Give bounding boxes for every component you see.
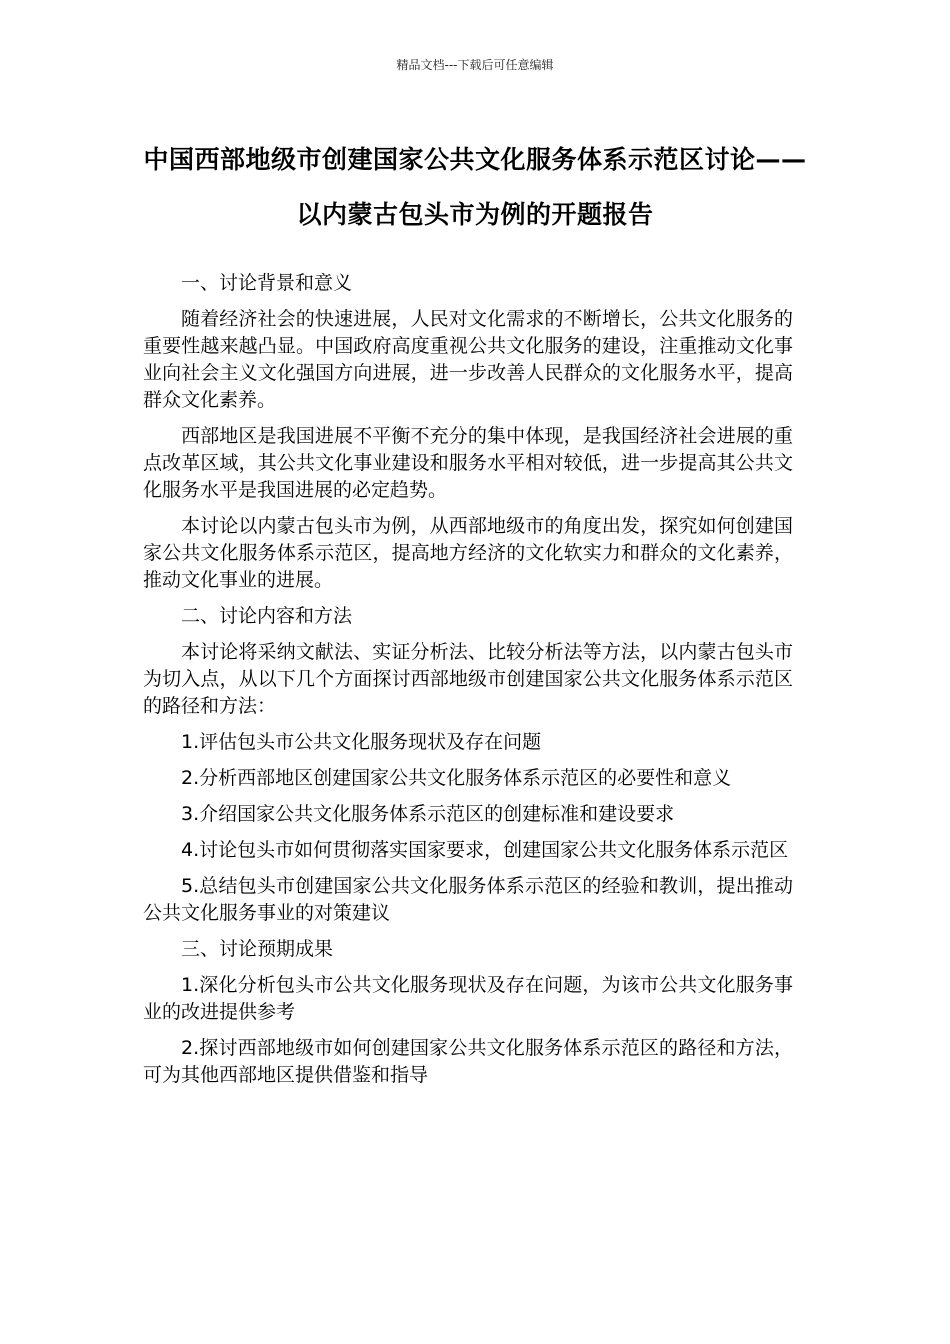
section-heading-background: 一、讨论背景和意义	[181, 272, 353, 294]
list-item: 1.评估包头市公共文化服务现状及存在问题	[181, 731, 542, 753]
document-body	[143, 270, 793, 1098]
list-item: 1.深化分析包头市公共文化服务现状及存在问题，为该市公共文化服务事业的改进提供参考	[143, 974, 793, 1023]
section-heading-outcomes: 三、讨论预期成果	[181, 938, 334, 960]
paragraph: 本讨论将采纳文献法、实证分析法、比较分析法等方法，以内蒙古包头市为切入点，从以下几个方面探讨西部地级市创建国家公共文化服务体系示范区的路径和方法：	[143, 641, 793, 717]
list-item: 2.分析西部地区创建国家公共文化服务体系示范区的必要性和意义	[181, 767, 732, 789]
paragraph: 随着经济社会的快速进展，人民对文化需求的不断增长，公共文化服务的重要性越来越凸显。中国政府高度重视公共文化服务的建设，注重推动文化事业向社会主义文化强国方向进展，进一步改善人民群众的文化服务水平，提高群众文化素养。	[143, 308, 793, 411]
list-item: 3.介绍国家公共文化服务体系示范区的创建标准和建设要求	[181, 803, 675, 825]
list-item: 4.讨论包头市如何贯彻落实国家要求，创建国家公共文化服务体系示范区	[181, 839, 789, 861]
document-title: 中国西部地级市创建国家公共文化服务体系示范区讨论——以内蒙古包头市为例的开题报告	[143, 145, 807, 229]
list-item: 5.总结包头市创建国家公共文化服务体系示范区的经验和教训，提出推动公共文化服务事业的对策建议	[143, 875, 793, 924]
section-heading-methods: 二、讨论内容和方法	[181, 605, 353, 627]
paragraph: 西部地区是我国进展不平衡不充分的集中体现，是我国经济社会进展的重点改革区域，其公共文化事业建设和服务水平相对较低，进一步提高其公共文化服务水平是我国进展的必定趋势。	[143, 425, 793, 501]
list-item: 2.探讨西部地级市如何创建国家公共文化服务体系示范区的路径和方法，可为其他西部地区提供借鉴和指导	[143, 1037, 793, 1086]
page-header: 精品文档---下载后可任意编辑	[396, 58, 554, 72]
paragraph: 本讨论以内蒙古包头市为例，从西部地级市的角度出发，探究如何创建国家公共文化服务体系示范区，提高地方经济的文化软实力和群众的文化素养，推动文化事业的进展。	[143, 515, 793, 591]
